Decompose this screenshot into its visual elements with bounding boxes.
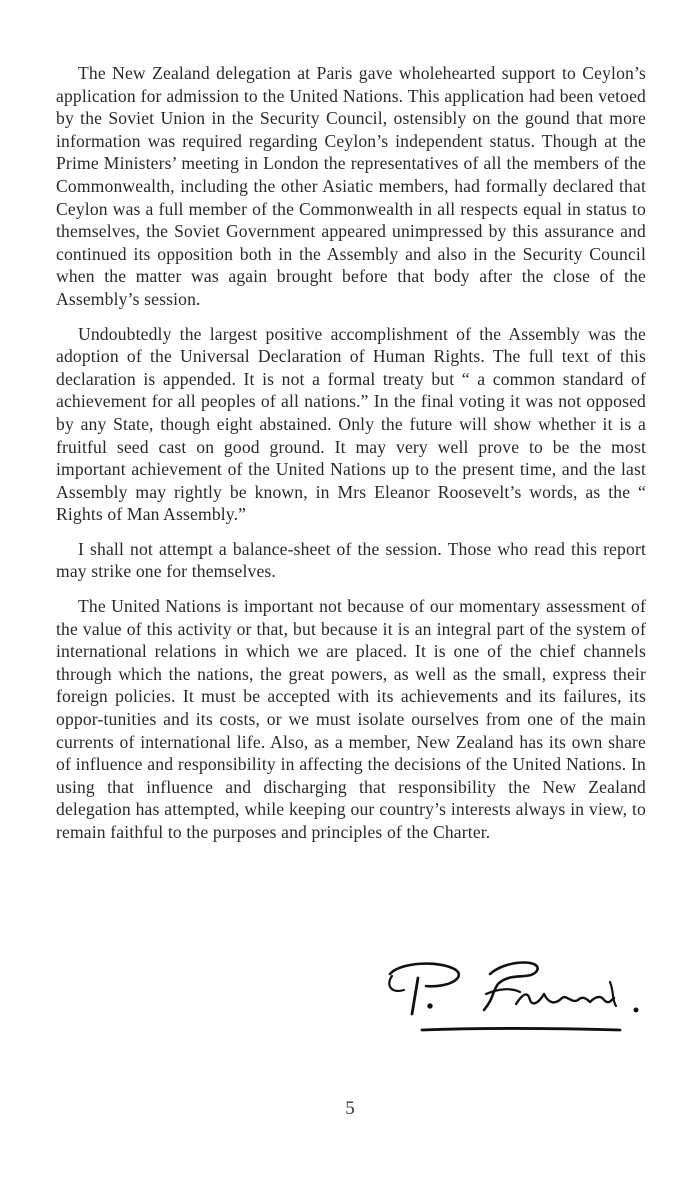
handwritten-signature <box>378 958 658 1048</box>
document-body <box>56 62 646 856</box>
page-number: 5 <box>345 1098 355 1119</box>
signature-image <box>378 958 658 1048</box>
paragraph-ceylon-application: The New Zealand delegation at Paris gave wholehearted support to Ceylon’s application for admission to the United Nations. This application had been vetoed by the Soviet Union in the Security Council, ostensibly on the gound that more information was required regarding Ceylon’s independent status. Though at the Prime Ministers’ meeting in London the representatives of all the members of the Commonwealth, including the other Asiatic members, had formally declared that Ceylon was a full member of the Commonwealth in all respects equal in status to themselves, the Soviet Government appeared unimpressed by this assurance and continued its opposition both in the Assembly and also in the Security Council when the matter was again brought before that body after the close of the Assembly’s session. <box>56 63 646 309</box>
paragraph-importance-of-un: The United Nations is important not because of our momentary assessment of the value of this activity or that, but because it is an integral part of the system of international relations in which we are placed. It is one of the chief channels through which the nations, the great powers, as well as the small, express their foreign policies. It must be accepted with its achievements and its failures, its oppor-tunities and its costs, or we must isolate ourselves from one of the main currents of international life. Also, as a member, New Zealand has its own share of influence and responsibility in affecting the decisions of the United Nations. In using that influence and discharging that responsibility the New Zealand delegation has attempted, while keeping our country’s interests always in view, to remain faithful to the purposes and principles of the Charter. <box>56 596 646 842</box>
paragraph-human-rights: Undoubtedly the largest positive accomplishment of the Assembly was the adoption of the Universal Declaration of Human Rights. The full text of this declaration is appended. It is not a formal treaty but “ a common standard of achievement for all peoples of all nations.” In the final voting it was not opposed by any State, though eight abstained. Only the future will show whether it is a fruitful seed cast on good ground. It may very well prove to be the most important achievement of the United Nations up to the present time, and the last Assembly may rightly be known, in Mrs Eleanor Roosevelt’s words, as the “ Rights of Man Assembly.” <box>56 323 646 525</box>
paragraph-balance-sheet: I shall not attempt a balance-sheet of the session. Those who read this report may strike one for themselves. <box>56 538 646 582</box>
